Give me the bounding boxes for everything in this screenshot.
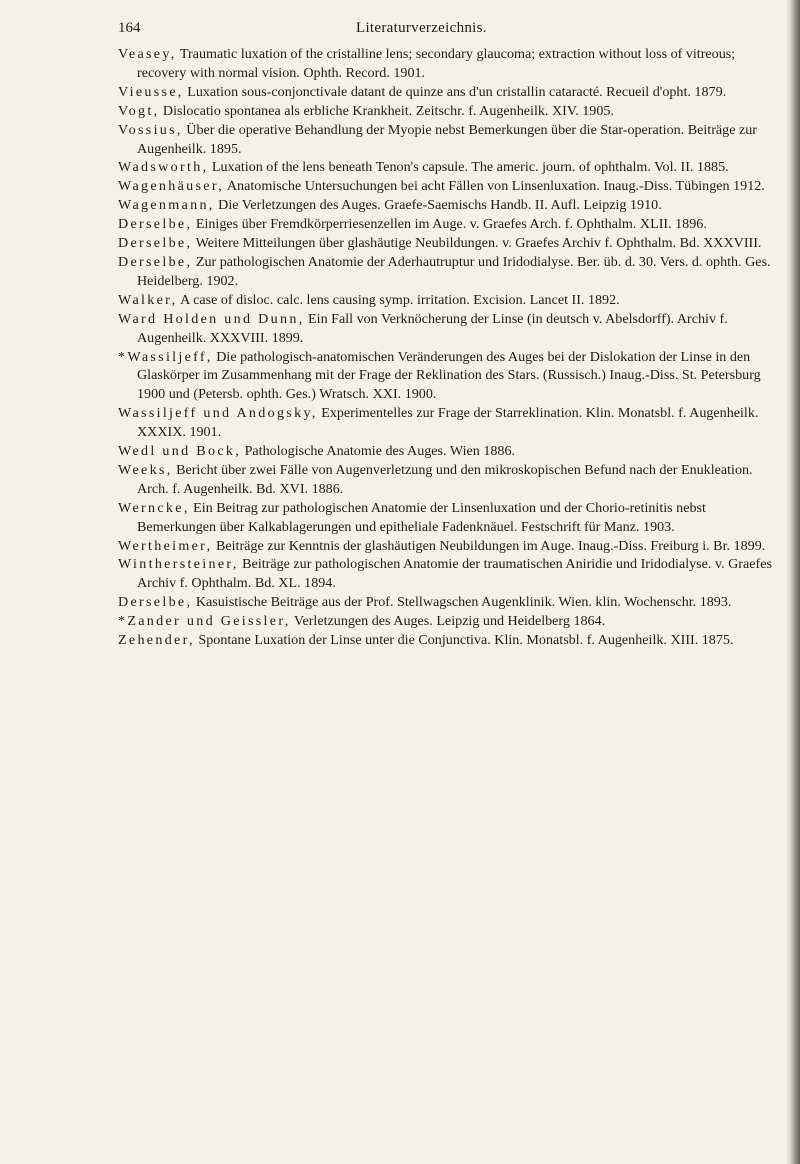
running-title: Literaturverzeichnis. bbox=[356, 20, 487, 36]
bibliography-entry bbox=[118, 177, 778, 196]
bibliography-entry bbox=[118, 593, 778, 612]
entry-author: Ward Holden und Dunn, bbox=[118, 310, 305, 327]
entry-text: Beiträge zur Kenntnis der glashäutigen Neubildungen im Auge. Inaug.-Diss. Freiburg i. Br. 1899. bbox=[212, 537, 766, 554]
entry-author: Wassiljeff und Andogsky, bbox=[118, 405, 318, 422]
bibliography-entry bbox=[118, 442, 778, 461]
entry-author: Veasey, bbox=[118, 46, 177, 62]
entry-author: *Zander und Geissler, bbox=[118, 613, 291, 630]
entry-author: Vieusse, bbox=[118, 83, 184, 100]
bibliography-entry bbox=[118, 234, 778, 253]
entry-author: Wagenhäuser, bbox=[118, 178, 225, 195]
entry-author: *Wassiljeff, bbox=[118, 348, 213, 365]
entry-author: Derselbe, bbox=[118, 253, 193, 270]
entry-text: Anatomische Untersuchungen bei acht Fällen von Linsenluxation. Inaug.-Diss. Tübingen 1912. bbox=[224, 178, 765, 195]
entry-text: Dislocatio spontanea als erbliche Krankheit. Zeitschr. f. Augenheilk. XIV. 1905. bbox=[159, 102, 614, 119]
entry-text: Luxation sous-conjonctivale datant de quinze ans d'un cristallin cataracté. Recueil d'opht. 1879. bbox=[183, 83, 727, 100]
entry-text: Zur pathologischen Anatomie der Aderhautruptur und Iridodialyse. Ber. üb. d. 30. Vers. d. ophth. Ges. Heidelberg. 1902. bbox=[137, 253, 771, 289]
entry-author: Wagenmann, bbox=[118, 197, 215, 214]
entry-text: Luxation of the lens beneath Tenon's capsule. The americ. journ. of ophthalm. Vol. II. 1885. bbox=[208, 159, 729, 176]
page-header bbox=[118, 20, 718, 42]
entry-text: Spontane Luxation der Linse unter die Conjunctiva. Klin. Monatsbl. f. Augenheilk. XIII. 1875. bbox=[194, 632, 734, 649]
entry-text: Traumatic luxation of the cristalline lens; secondary glaucoma; extraction without loss of vitreous; recovery with normal vision. Ophth. Record. 1901. bbox=[137, 46, 736, 81]
entry-text: Beiträge zur pathologischen Anatomie der traumatischen Aniridie und Iridodialyse. v. Graefes Archiv f. Ophthalm. Bd. XL. 1894. bbox=[137, 556, 772, 592]
entry-text: Die Verletzungen des Auges. Graefe-Saemischs Handb. II. Aufl. Leipzig 1910. bbox=[214, 197, 662, 214]
entry-author: Derselbe, bbox=[118, 594, 193, 611]
entry-author: Wadsworth, bbox=[118, 159, 209, 176]
entry-author: Weeks, bbox=[118, 461, 173, 478]
entry-text: Experimentelles zur Frage der Starreklination. Klin. Monatsbl. f. Augenheilk. XXXIX. 1901. bbox=[137, 405, 759, 441]
entry-author: Zehender, bbox=[118, 632, 195, 649]
entry-text: Kasuistische Beiträge aus der Prof. Stellwagschen Augenklinik. Wien. klin. Wochenschr. 1893. bbox=[192, 594, 732, 611]
bibliography-entry bbox=[118, 404, 778, 442]
bibliography-entry bbox=[118, 461, 778, 499]
entry-text: Pathologische Anatomie des Auges. Wien 1886. bbox=[241, 443, 516, 460]
bibliography-entry bbox=[118, 631, 778, 650]
bibliography-entry bbox=[118, 310, 778, 348]
entry-text: Ein Fall von Verknöcherung der Linse (in deutsch v. Abelsdorff). Archiv f. Augenheilk. XXXVIII. 1899. bbox=[137, 310, 728, 346]
entry-text: Über die operative Behandlung der Myopie nebst Bemerkungen über die Star-operation. Beiträge zur Augenheilk. 1895. bbox=[137, 121, 757, 157]
page-number: 164 bbox=[118, 20, 141, 36]
entry-text: Bericht über zwei Fälle von Augenverletzung und den mikroskopischen Befund nach der Enukleation. Arch. f. Augenheilk. Bd. XVI. 1886. bbox=[137, 461, 753, 497]
bibliography-entry bbox=[118, 45, 778, 83]
entry-text: Verletzungen des Auges. Leipzig und Heidelberg 1864. bbox=[290, 613, 606, 630]
entry-author: Walker, bbox=[118, 291, 178, 308]
bibliography-entry bbox=[118, 215, 778, 234]
entry-author: Vossius, bbox=[118, 121, 183, 138]
entry-text: Weitere Mitteilungen über glashäutige Neubildungen. v. Graefes Archiv f. Ophthalm. Bd. XXXVIII. bbox=[192, 235, 762, 252]
bibliography-entry bbox=[118, 158, 778, 177]
entry-text: Die pathologisch-anatomischen Veränderungen des Auges bei der Dislokation der Linse in den Glaskörper im Zusammenhang mit der Frage der Reklination des Stars. (Russisch.) Inaug.-Diss. St. Petersburg 1900 und (Petersb. ophth. Ges.) Wratsch. XXI. 1900. bbox=[137, 348, 761, 403]
bibliography-entry bbox=[118, 253, 778, 291]
bibliography-entry bbox=[118, 121, 778, 159]
entry-author: Vogt, bbox=[118, 102, 160, 119]
bibliography-entry bbox=[118, 83, 778, 102]
bibliography-entry bbox=[118, 348, 778, 405]
entry-author: Derselbe, bbox=[118, 216, 193, 233]
bibliography-entry bbox=[118, 612, 778, 631]
entry-author: Werncke, bbox=[118, 499, 190, 516]
entry-author: Derselbe, bbox=[118, 235, 193, 252]
bibliography-list bbox=[118, 45, 778, 650]
bibliography-entry bbox=[118, 291, 778, 310]
bibliography-entry bbox=[118, 499, 778, 537]
bibliography-entry bbox=[118, 102, 778, 121]
bibliography-entry bbox=[118, 196, 778, 215]
entry-author: Wertheimer, bbox=[118, 537, 213, 554]
bibliography-entry bbox=[118, 537, 778, 556]
entry-text: Ein Beitrag zur pathologischen Anatomie der Linsenluxation und der Chorio-retinitis nebst Bemerkungen über Kalkablagerungen und epitheliale Fadenknäuel. Festschrift für Manz. 1903. bbox=[137, 499, 706, 535]
entry-text: Einiges über Fremdkörperriesenzellen im Auge. v. Graefes Arch. f. Ophthalm. XLII. 1896. bbox=[192, 216, 707, 233]
entry-author: Winthersteiner, bbox=[118, 556, 239, 573]
entry-text: A case of disloc. calc. lens causing symp. irritation. Excision. Lancet II. 1892. bbox=[177, 291, 620, 308]
page-edge-shadow bbox=[786, 0, 800, 1164]
entry-author: Wedl und Bock, bbox=[118, 443, 242, 460]
bibliography-entry bbox=[118, 555, 778, 593]
